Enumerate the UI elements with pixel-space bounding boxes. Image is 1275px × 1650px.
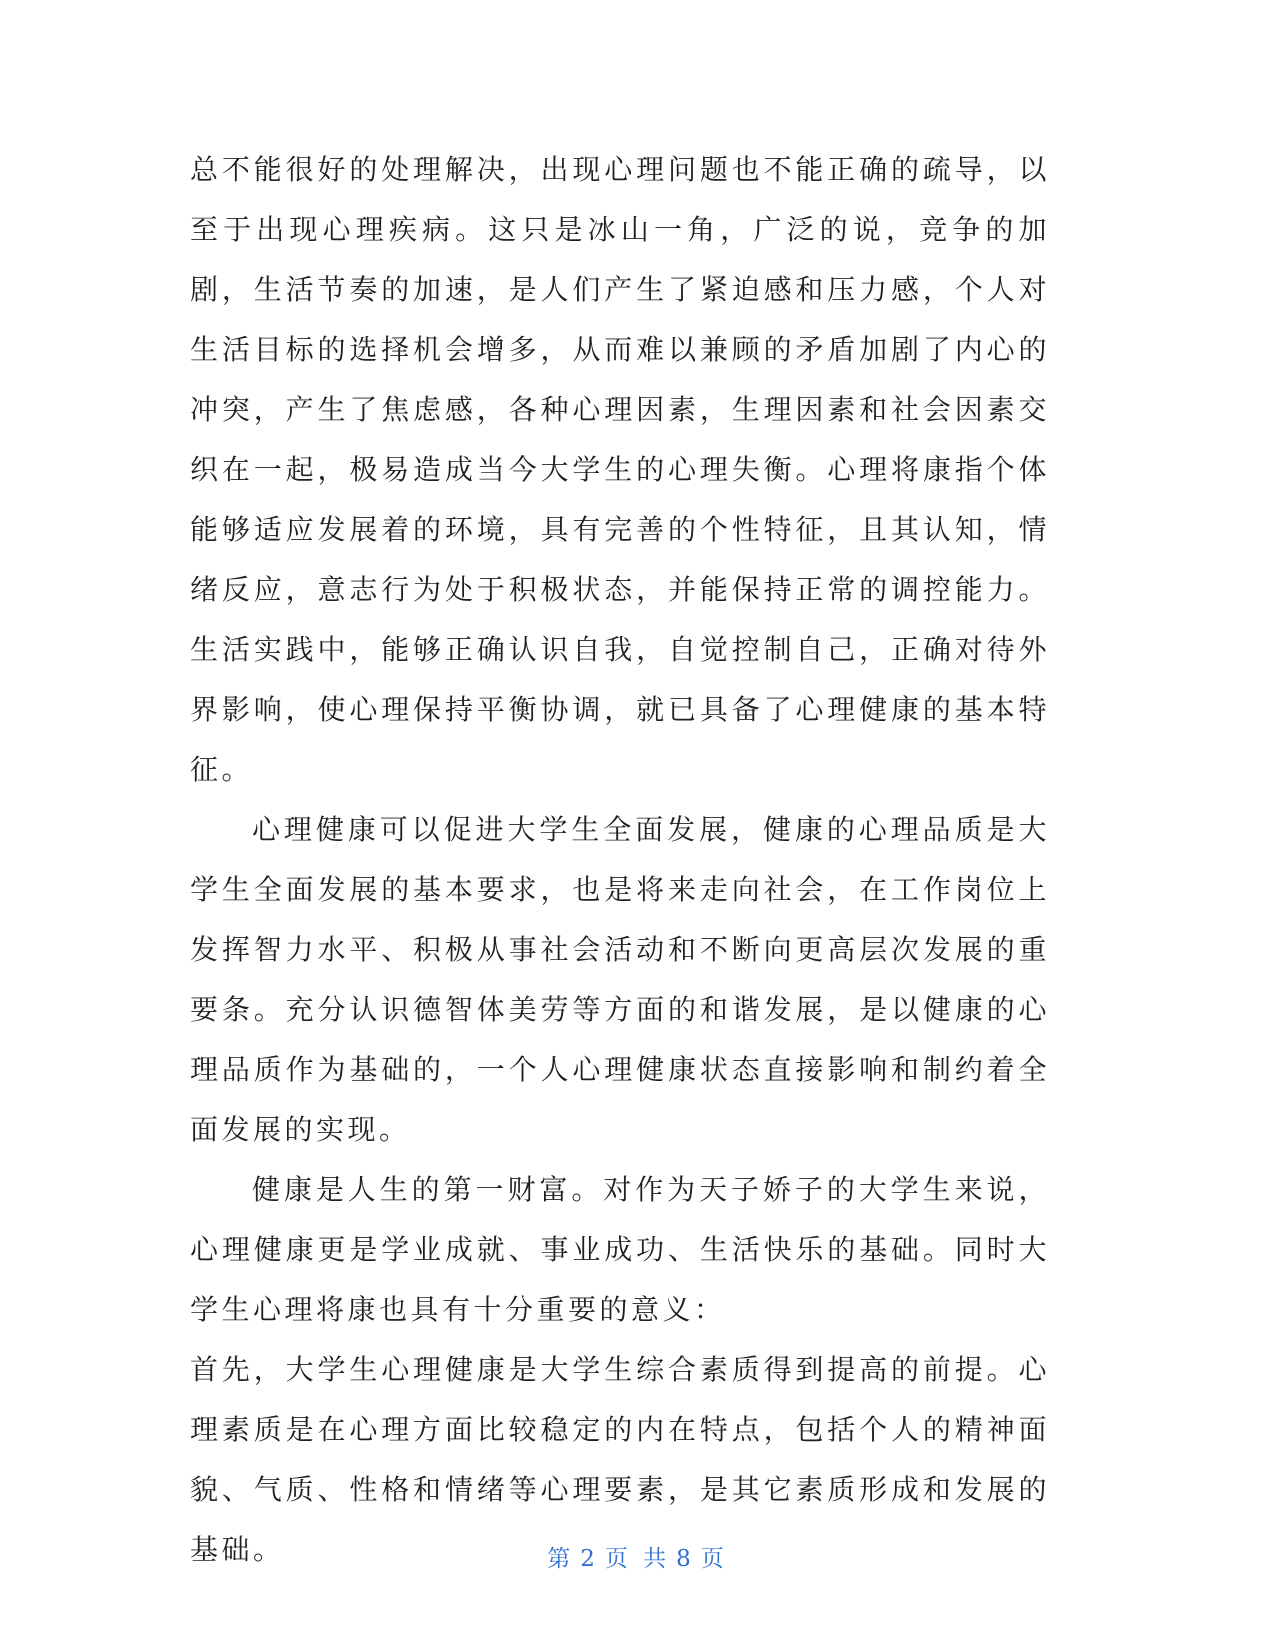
page-number-footer — [0, 1540, 1275, 1573]
paragraph-2: 心理健康可以促进大学生全面发展，健康的心理品质是大学生全面发展的基本要求，也是将来走向社会，在工作岗位上发挥智力水平、积极从事社会活动和不断向更高层次发展的重要条。充分认识德智体美劳等方面的和谐发展，是以健康的心理品质作为基础的，一个人心理健康状态直接影响和制约着全面发展的实现。 — [190, 813, 1050, 1146]
paragraph-1: 总不能很好的处理解决，出现心理问题也不能正确的疏导，以至于出现心理疾病。这只是冰山一角，广泛的说，竞争的加剧，生活节奏的加速，是人们产生了紧迫感和压力感，个人对生活目标的选择机会增多，从而难以兼顾的矛盾加剧了内心的冲突，产生了焦虑感，各种心理因素，生理因素和社会因素交织在一起，极易造成当今大学生的心理失衡。心理将康指个体能够适应发展着的环境，具有完善的个性特征，且其认知，情绪反应，意志行为处于积极状态，并能保持正常的调控能力。生活实践中，能够正确认识自我，自觉控制自己，正确对待外界影响，使心理保持平衡协调，就已具备了心理健康的基本特征。 — [190, 153, 1050, 786]
footer-total-pages: 8 — [676, 1546, 695, 1572]
paragraph-3: 健康是人生的第一财富。对作为天子娇子的大学生来说，心理健康更是学业成就、事业成功、生活快乐的基础。同时大学生心理将康也具有十分重要的意义： — [190, 1173, 1050, 1326]
footer-prefix: 第 — [547, 1546, 575, 1572]
footer-current-page: 2 — [580, 1546, 599, 1572]
footer-middle: 页 共 — [604, 1546, 671, 1572]
document-body — [190, 140, 1050, 1580]
paragraph-4: 首先，大学生心理健康是大学生综合素质得到提高的前提。心理素质是在心理方面比较稳定的内在特点，包括个人的精神面貌、气质、性格和情绪等心理要素，是其它素质形成和发展的基础。 — [190, 1353, 1050, 1566]
footer-suffix: 页 — [700, 1546, 728, 1572]
